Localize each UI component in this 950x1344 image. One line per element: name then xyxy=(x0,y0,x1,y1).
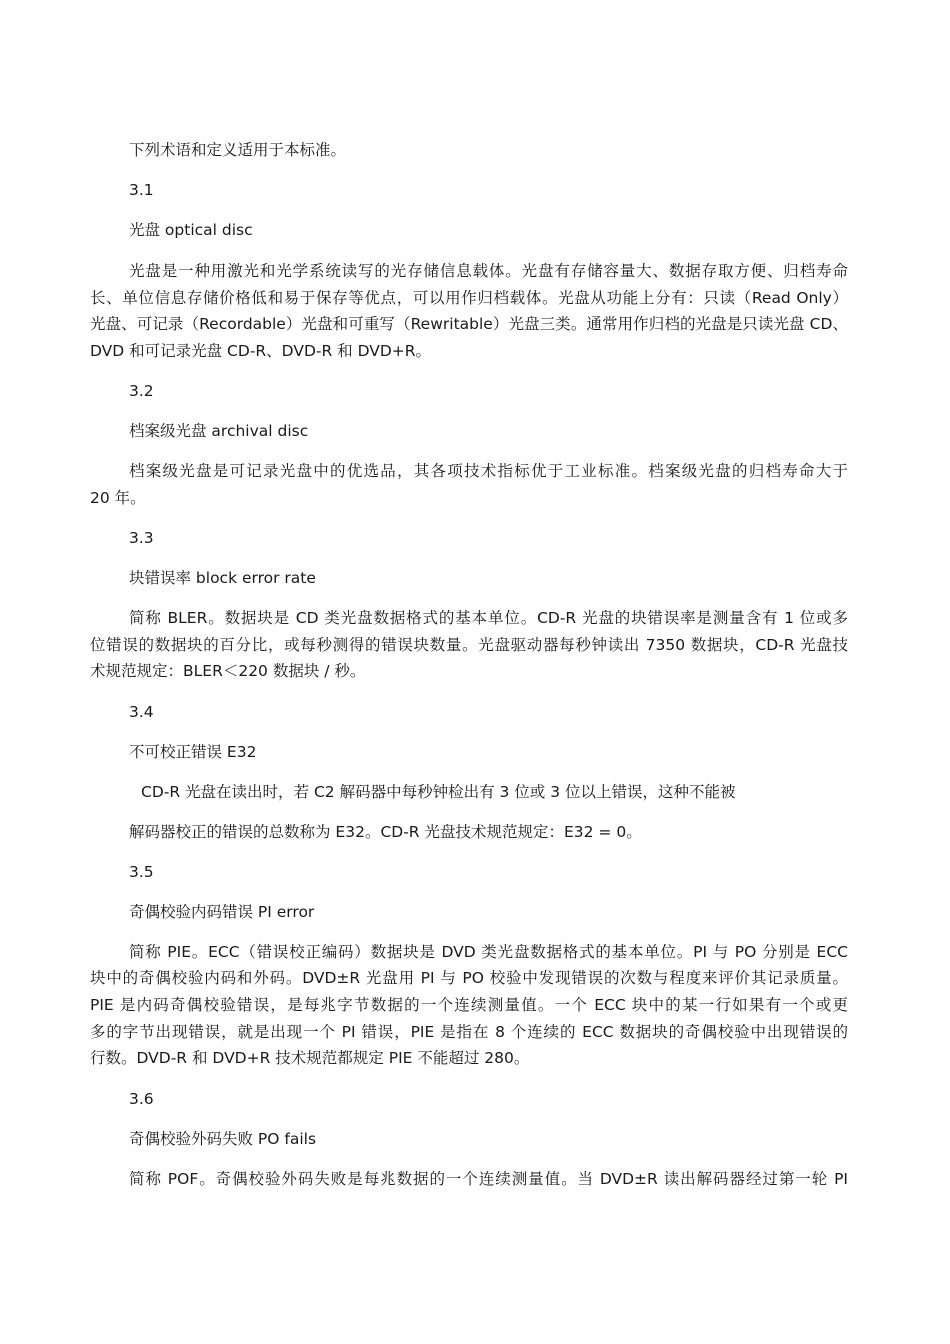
paragraph-line: 档案级光盘是可记录光盘中的优选品，其各项技术指标优于工业标准。档案级光盘的归档寿命大于 xyxy=(129,462,848,480)
section-term: 块错误率 block error rate xyxy=(129,569,316,587)
section-number: 3.5 xyxy=(129,863,154,881)
paragraph-line: CD-R 光盘在读出时，若 C2 解码器中每秒钟检出有 3 位或 3 位以上错误，这种不能被 xyxy=(141,783,736,801)
section-number: 3.4 xyxy=(129,703,154,721)
intro-text: 下列术语和定义适用于本标准。 xyxy=(129,141,347,159)
paragraph-line: 位错误的数据块的百分比，或每秒测得的错误块数量。光盘驱动器每秒钟读出 7350 数据块，CD-R 光盘技 xyxy=(90,636,848,654)
paragraph-line: 解码器校正的错误的总数称为 E32。CD-R 光盘技术规范规定：E32 = 0。 xyxy=(129,823,642,841)
paragraph-line: 块中的奇偶校验内码和外码。DVD±R 光盘用 PI 与 PO 校验中发现错误的次数与程度来评价其记录质量。 xyxy=(90,969,848,987)
section-number: 3.3 xyxy=(129,529,154,547)
paragraph-line: PIE 是内码奇偶校验错误，是每兆字节数据的一个连续测量值。一个 ECC 块中的某一行如果有一个或更 xyxy=(90,996,848,1014)
paragraph-line: 简称 PIE。ECC（错误校正编码）数据块是 DVD 类光盘数据格式的基本单位。PI 与 PO 分别是 ECC xyxy=(129,943,848,961)
paragraph-line: 长、单位信息存储价格低和易于保存等优点，可以用作归档载体。光盘从功能上分有：只读（Read Only） xyxy=(90,289,848,307)
section-number: 3.2 xyxy=(129,382,154,400)
paragraph-line: 多的字节出现错误，就是出现一个 PI 错误，PIE 是指在 8 个连续的 ECC 数据块的奇偶校验中出现错误的 xyxy=(90,1023,848,1041)
paragraph-line: 20 年。 xyxy=(90,489,146,507)
paragraph-line: 光盘是一种用激光和光学系统读写的光存储信息载体。光盘有存储容量大、数据存取方便、归档寿命 xyxy=(129,262,848,280)
section-term: 档案级光盘 archival disc xyxy=(129,422,309,440)
paragraph-line: 光盘、可记录（Recordable）光盘和可重写（Rewritable）光盘三类。通常用作归档的光盘是只读光盘 CD、 xyxy=(90,315,848,333)
section-term: 不可校正错误 E32 xyxy=(129,743,257,761)
section-number: 3.1 xyxy=(129,181,154,199)
paragraph-line: DVD 和可记录光盘 CD-R、DVD-R 和 DVD+R。 xyxy=(90,342,432,360)
paragraph-line: 简称 BLER。数据块是 CD 类光盘数据格式的基本单位。CD-R 光盘的块错误率是测量含有 1 位或多 xyxy=(129,609,848,627)
paragraph-line: 术规范规定：BLER＜220 数据块 / 秒。 xyxy=(90,662,366,680)
paragraph-line: 简称 POF。奇偶校验外码失败是每兆数据的一个连续测量值。当 DVD±R 读出解码器经过第一轮 PI xyxy=(129,1170,848,1188)
section-term: 奇偶校验外码失败 PO fails xyxy=(129,1130,317,1148)
section-term: 奇偶校验内码错误 PI error xyxy=(129,903,315,921)
section-number: 3.6 xyxy=(129,1090,154,1108)
paragraph-line: 行数。DVD-R 和 DVD+R 技术规范都规定 PIE 不能超过 280。 xyxy=(90,1049,530,1067)
section-term: 光盘 optical disc xyxy=(129,221,253,239)
